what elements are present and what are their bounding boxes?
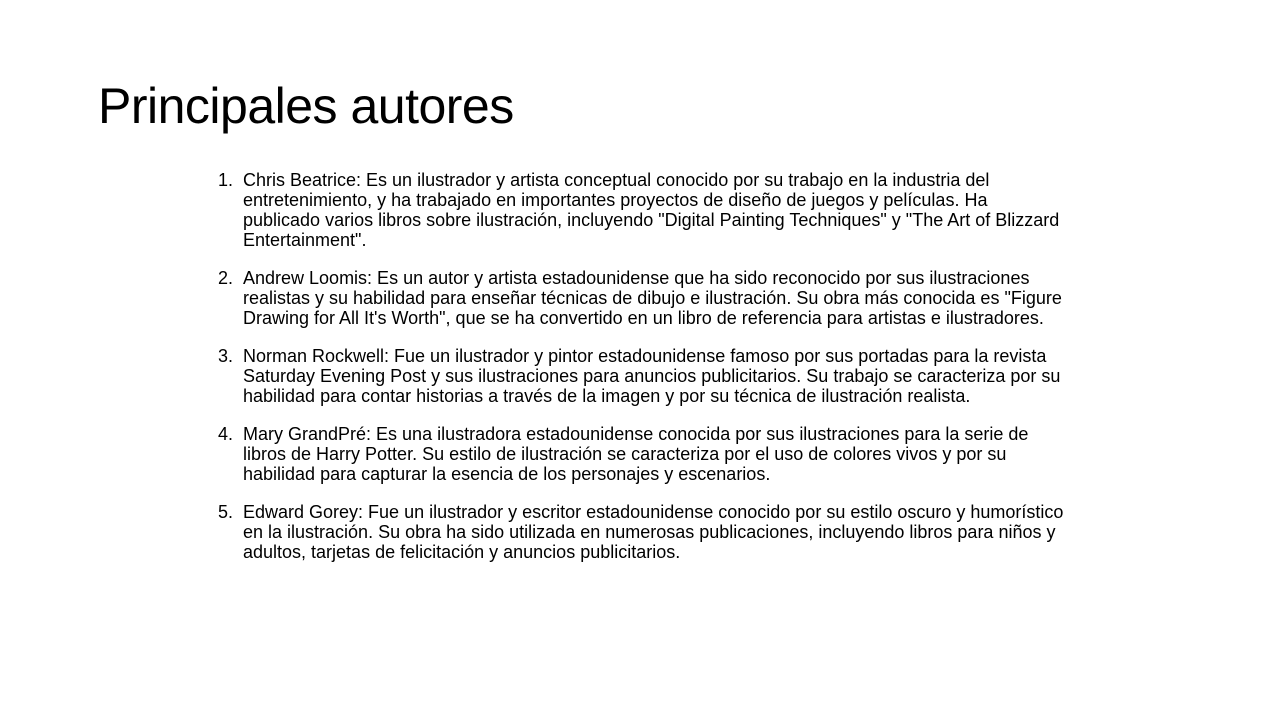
list-item-number: 2.	[218, 268, 234, 288]
slide-title: Principales autores	[98, 78, 514, 134]
list-item-number: 5.	[218, 502, 234, 522]
list-item-4	[218, 424, 1068, 484]
authors-list	[218, 170, 1068, 580]
list-item-text: Mary GrandPré: Es una ilustradora estadounidense conocida por sus ilustraciones para la serie de libros de Harry Potter. Su estilo de ilustración se caracteriza por el uso de colores vivos y por su habilidad para capturar la esencia de los personajes y escenarios.	[243, 424, 1029, 484]
list-item-3	[218, 346, 1068, 406]
list-item-text: Andrew Loomis: Es un autor y artista estadounidense que ha sido reconocido por sus ilustraciones realistas y su habilidad para enseñar técnicas de dibujo e ilustración. Su obra más conocida es "Figure Drawing for All It's Worth", que se ha convertido en un libro de referencia para artistas e ilustradores.	[243, 268, 1062, 328]
list-item-text: Chris Beatrice: Es un ilustrador y artista conceptual conocido por su trabajo en la industria del entretenimiento, y ha trabajado en importantes proyectos de diseño de juegos y películas. Ha publicado varios libros sobre ilustración, incluyendo "Digital Painting Techniques" y "The Art of Blizzard Entertainment".	[243, 170, 1060, 250]
list-item-5	[218, 502, 1068, 562]
list-item-number: 1.	[218, 170, 234, 190]
list-item-number: 4.	[218, 424, 234, 444]
list-item-text: Edward Gorey: Fue un ilustrador y escritor estadounidense conocido por su estilo oscuro y humorístico en la ilustración. Su obra ha sido utilizada en numerosas publicaciones, incluyendo libros para niños y adultos, tarjetas de felicitación y anuncios publicitarios.	[243, 502, 1064, 562]
list-item-1	[218, 170, 1068, 250]
list-item-text: Norman Rockwell: Fue un ilustrador y pintor estadounidense famoso por sus portadas para la revista Saturday Evening Post y sus ilustraciones para anuncios publicitarios. Su trabajo se caracteriza por su habilidad para contar historias a través de la imagen y por su técnica de ilustración realista.	[243, 346, 1061, 406]
list-item-number: 3.	[218, 346, 234, 366]
list-item-2	[218, 268, 1068, 328]
